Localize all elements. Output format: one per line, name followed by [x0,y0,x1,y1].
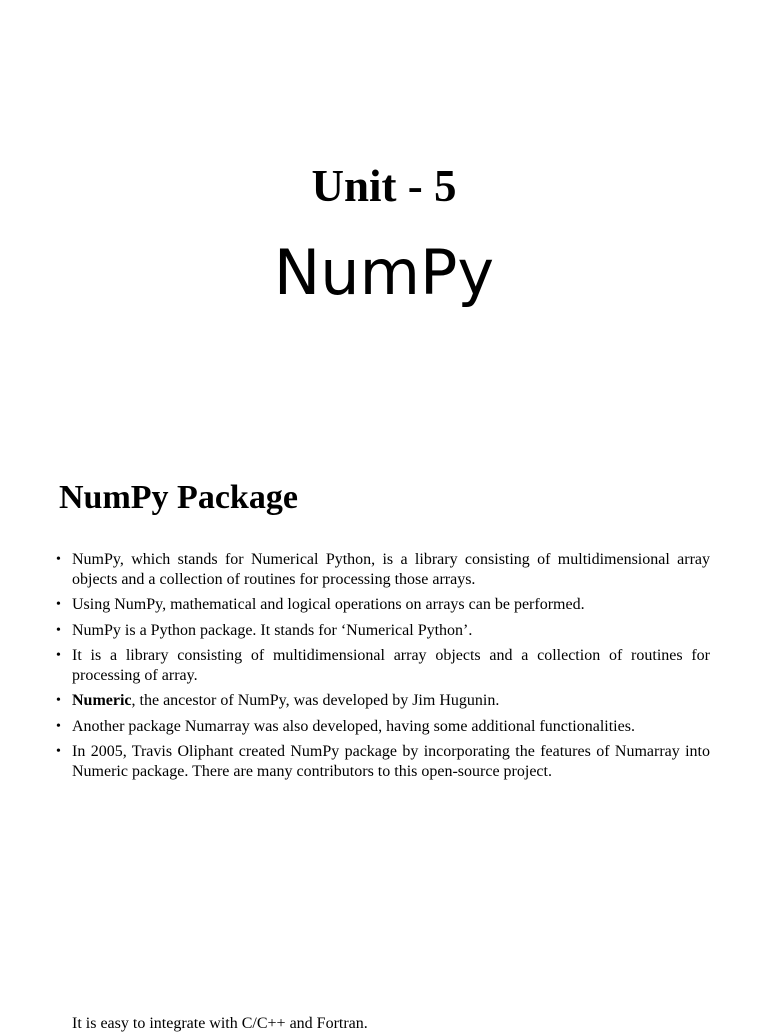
bullet-text: NumPy, which stands for Numerical Python, is a library consisting of multidimensional array objects and a collection of routines for processing those arrays. [72,551,710,588]
unit-heading: Unit - 5 [311,161,457,211]
title-slide [0,0,768,432]
bullet-icon: • [56,648,61,663]
list-item [56,621,710,641]
bullet-text: , the ancestor of NumPy, was developed by Jim Hugunin. [131,692,500,709]
slide-heading: NumPy Package [59,479,298,516]
bullet-icon: • [56,718,61,734]
topic-title: NumPy [273,236,495,309]
list-item [56,717,710,737]
bullet-icon: • [56,693,61,708]
bullet-text: It is a library consisting of multidimensional array objects and a collection of routines for processing of array. [72,647,710,684]
list-item [56,550,710,589]
list-item [56,691,710,711]
bold-term: Numeric [72,692,132,709]
bullet-text: Another package Numarray was also developed, having some additional functionalities. [72,717,635,735]
bullet-text: NumPy is a Python package. It stands for ‘Numerical Python’. [72,621,473,639]
content-slide [0,432,768,1024]
bullet-icon: • [56,552,61,567]
list-item [56,646,710,685]
list-item [56,742,710,781]
bullet-list [56,550,710,787]
list-item [56,595,710,615]
bullet-icon: • [56,744,61,759]
bullet-icon: • [56,622,61,638]
bullet-text: In 2005, Travis Oliphant created NumPy package by incorporating the features of Numarray into Numeric package. There are many contributors to this open-source project. [72,743,710,780]
bullet-text: Using NumPy, mathematical and logical operations on arrays can be performed. [72,596,585,613]
bullet-icon: • [56,597,61,612]
next-slide-fragment: It is easy to integrate with C/C++ and Fortran. [72,1015,368,1032]
